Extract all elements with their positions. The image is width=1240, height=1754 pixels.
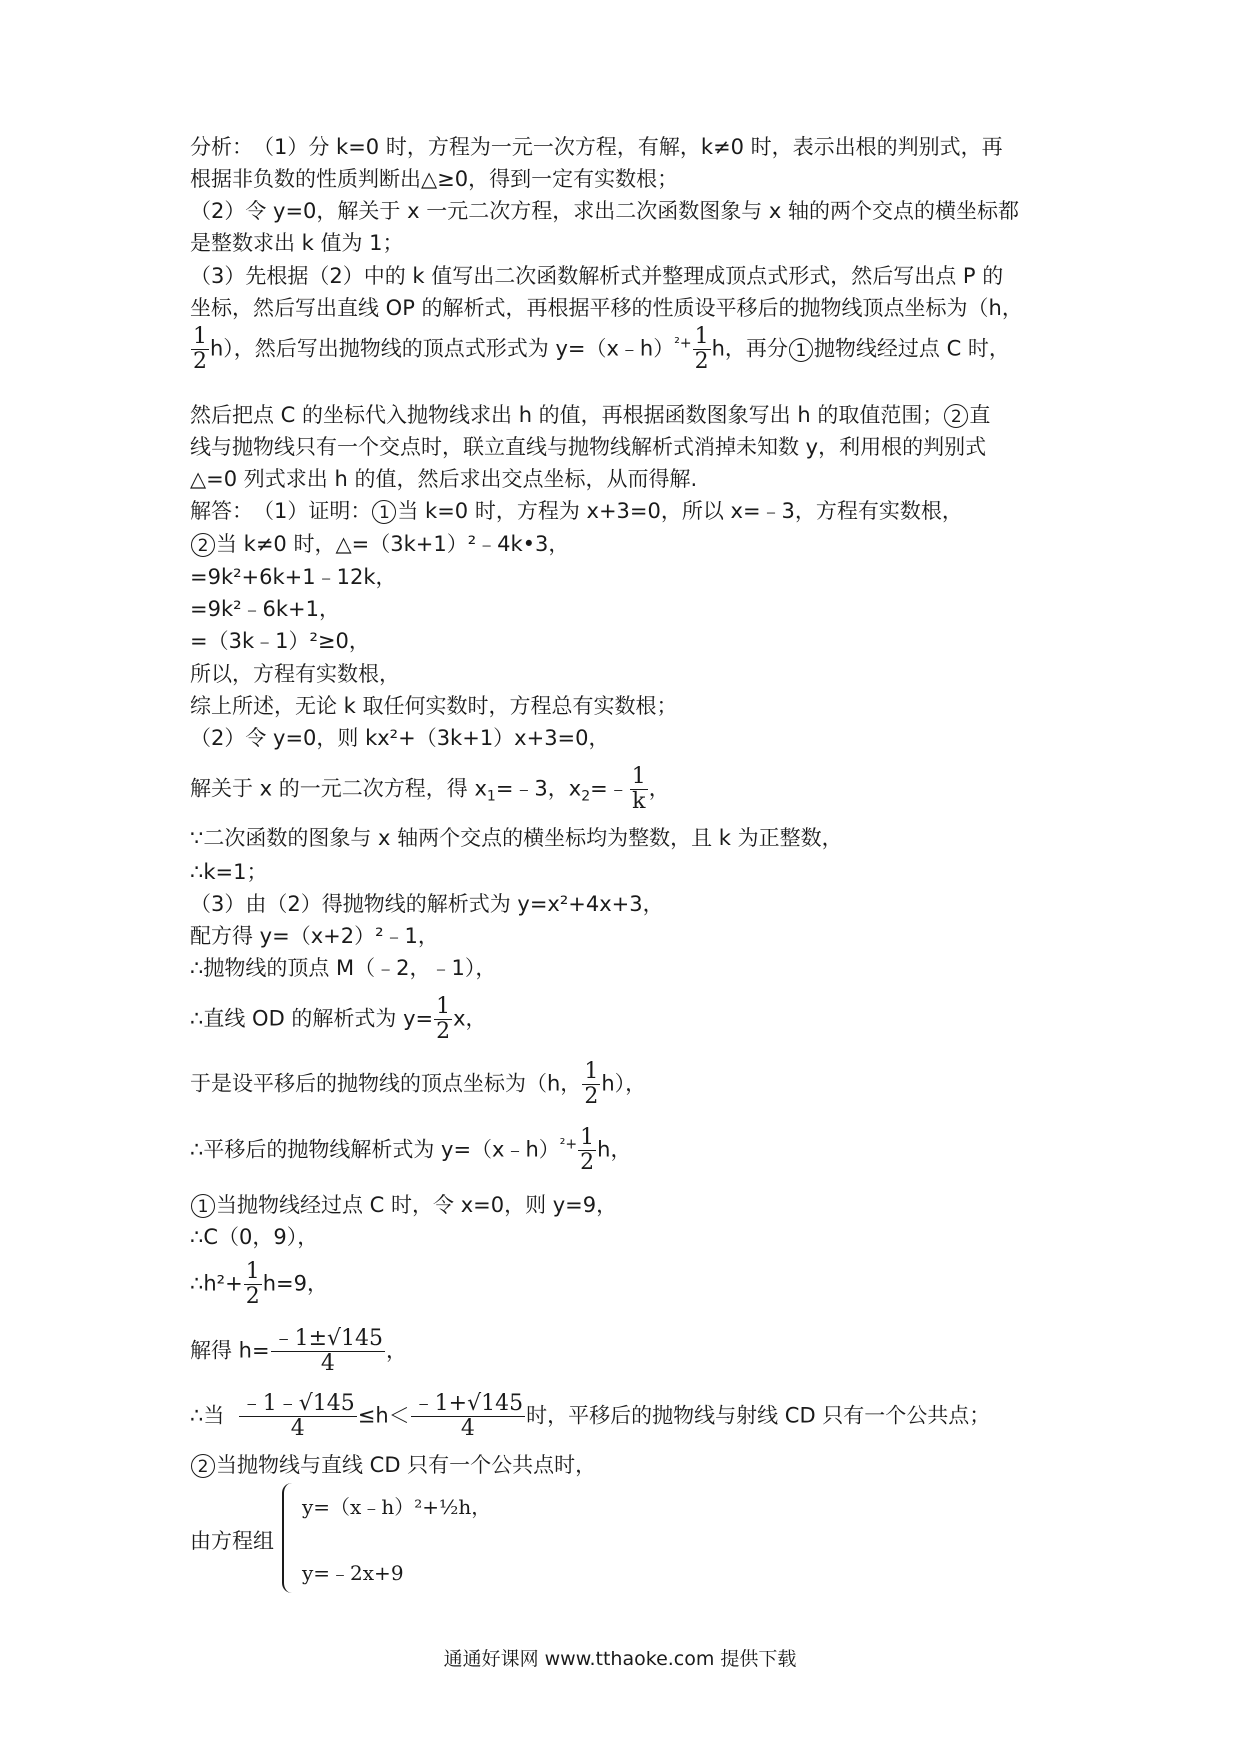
analysis-line-2: 根据非负数的性质判断出△≥0，得到一定有实数根； (190, 167, 679, 191)
equation-system-label: 由方程组 (190, 1529, 274, 1553)
fraction-h-solution: $\frac{﹣1\pm√145}{4}$ (272, 1326, 384, 1376)
analysis-line-10: △=0 列式求出 h 的值，然后求出交点坐标，从而得解. (190, 467, 698, 491)
solution-line-5: =（3k﹣1）²≥0， (190, 629, 370, 653)
solution-line-6: 所以，方程有实数根， (190, 662, 400, 686)
circled-number-2: 2 (191, 1454, 215, 1478)
solution-line-10: ∵二次函数的图象与 x 轴两个交点的横坐标均为整数，且 k 为正整数， (190, 826, 843, 850)
analysis-line-5: （3）先根据（2）中的 k 值写出二次函数解析式并整理成顶点式形式，然后写出点 P 的 (190, 264, 1004, 288)
solution-line-4: =9k²﹣6k+1， (190, 597, 341, 621)
solution-line-1: 解答： （1）证明： 1 当 k=0 时，方程为 x+3=0，所以 x=﹣3，方程有实数根， (190, 499, 963, 523)
solution-line-21: 解得 h= $\frac{﹣1\pm√145}{4}$ ， (190, 1326, 408, 1376)
solution-line-20: ∴h²+ $\frac{1}{2}$ h=9， (190, 1259, 328, 1309)
fraction-half: $\frac{1}{2}$ (694, 324, 709, 374)
analysis-line-6: 坐标，然后写出直线 OP 的解析式，再根据平移的性质设平移后的抛物线顶点坐标为（h， (190, 296, 1023, 320)
analysis-line-3: （2）令 y=0，解关于 x 一元二次方程，求出二次函数图象与 x 轴的两个交点的横坐标都 (190, 199, 1019, 223)
analysis-line-4: 是整数求出 k 值为 1； (190, 231, 404, 255)
page-footer: 通通好课网 www.tthaoke.com 提供下载 (443, 1648, 797, 1670)
fraction-upper-bound: $\frac{﹣1+√145}{4}$ (412, 1391, 524, 1441)
solution-line-9: 解关于 x 的一元二次方程，得 $x_1=﹣3$，$x_2=﹣$ $\frac{1}{k}$ ， (190, 764, 670, 814)
fraction-half: $\frac{1}{2}$ (245, 1259, 260, 1309)
analysis-line-9: 线与抛物线只有一个交点时，联立直线与抛物线解析式消掉未知数 y，利用根的判别式 (190, 435, 987, 459)
solution-line-14: ∴抛物线的顶点 M（﹣2，﹣1）， (190, 956, 497, 980)
solution-line-7: 综上所述，无论 k 取任何实数时，方程总有实数根； (190, 694, 678, 718)
solution-line-12: （3）由（2）得抛物线的解析式为 y=x²+4x+3， (190, 892, 664, 916)
analysis-line-7: $\frac{1}{2}$ h），然后写出抛物线的顶点式形式为 y=（x﹣h）$^{^2+}$ $\frac{1}{2}$ h，再分 1 抛物线经过点 C 时， (193, 324, 1010, 374)
solution-line-3: =9k²+6k+1﹣12k， (190, 565, 397, 589)
analysis-line-8: 然后把点 C 的坐标代入抛物线求出 h 的值，再根据函数图象写出 h 的取值范围； 2 直 (190, 403, 991, 427)
system-equation-2: y=﹣2x+9 (302, 1561, 404, 1585)
circled-number-2: 2 (191, 533, 215, 557)
solution-line-17: ∴平移后的抛物线解析式为 y=（x﹣h）$^{^2+}$ $\frac{1}{2}$ h， (190, 1125, 632, 1175)
fraction-half: $\frac{1}{2}$ (436, 994, 451, 1044)
fraction-half: $\frac{1}{2}$ (193, 324, 207, 374)
circled-number-2: 2 (944, 404, 968, 428)
solution-line-15: ∴直线 OD 的解析式为 y= $\frac{1}{2}$ x， (190, 994, 487, 1044)
circled-number-1: 1 (372, 500, 396, 524)
solution-line-19: ∴C（0，9）， (190, 1225, 319, 1249)
circled-number-1: 1 (789, 338, 813, 362)
fraction-half: $\frac{1}{2}$ (584, 1059, 599, 1109)
analysis-line-1: 分析： （1）分 k=0 时，方程为一元一次方程，有解，k≠0 时，表示出根的判别式，再 (190, 135, 1003, 159)
solution-line-11: ∴k=1； (190, 860, 268, 884)
fraction-lower-bound: $\frac{﹣1﹣√145}{4}$ (240, 1391, 355, 1441)
solution-line-23: 2 当抛物线与直线 CD 只有一个公共点时， (190, 1450, 596, 1480)
fraction-half: $\frac{1}{2}$ (580, 1125, 595, 1175)
fraction-one-over-k: $\frac{1}{k}$ (631, 764, 646, 814)
system-equation-1: y=（x﹣h）²+½h， (302, 1495, 492, 1519)
solution-line-2: 2 当 k≠0 时，△=（3k+1）²﹣4k•3， (190, 529, 569, 559)
solution-line-16: 于是设平移后的抛物线的顶点坐标为（h， $\frac{1}{2}$ h）， (190, 1059, 647, 1109)
solution-line-13: 配方得 y=（x+2）²﹣1， (190, 924, 439, 948)
solution-line-18: 1 当抛物线经过点 C 时，令 x=0，则 y=9， (190, 1190, 617, 1220)
left-brace-icon (282, 1483, 298, 1593)
solution-line-22: ∴当 $\frac{﹣1﹣√145}{4}$ ≤h＜ $\frac{﹣1+√145}{4}$ 时，平移后的抛物线与射线 CD 只有一个公共点； (190, 1391, 991, 1441)
circled-number-1: 1 (191, 1194, 215, 1218)
solution-line-8: （2）令 y=0，则 kx²+（3k+1）x+3=0， (190, 726, 610, 750)
